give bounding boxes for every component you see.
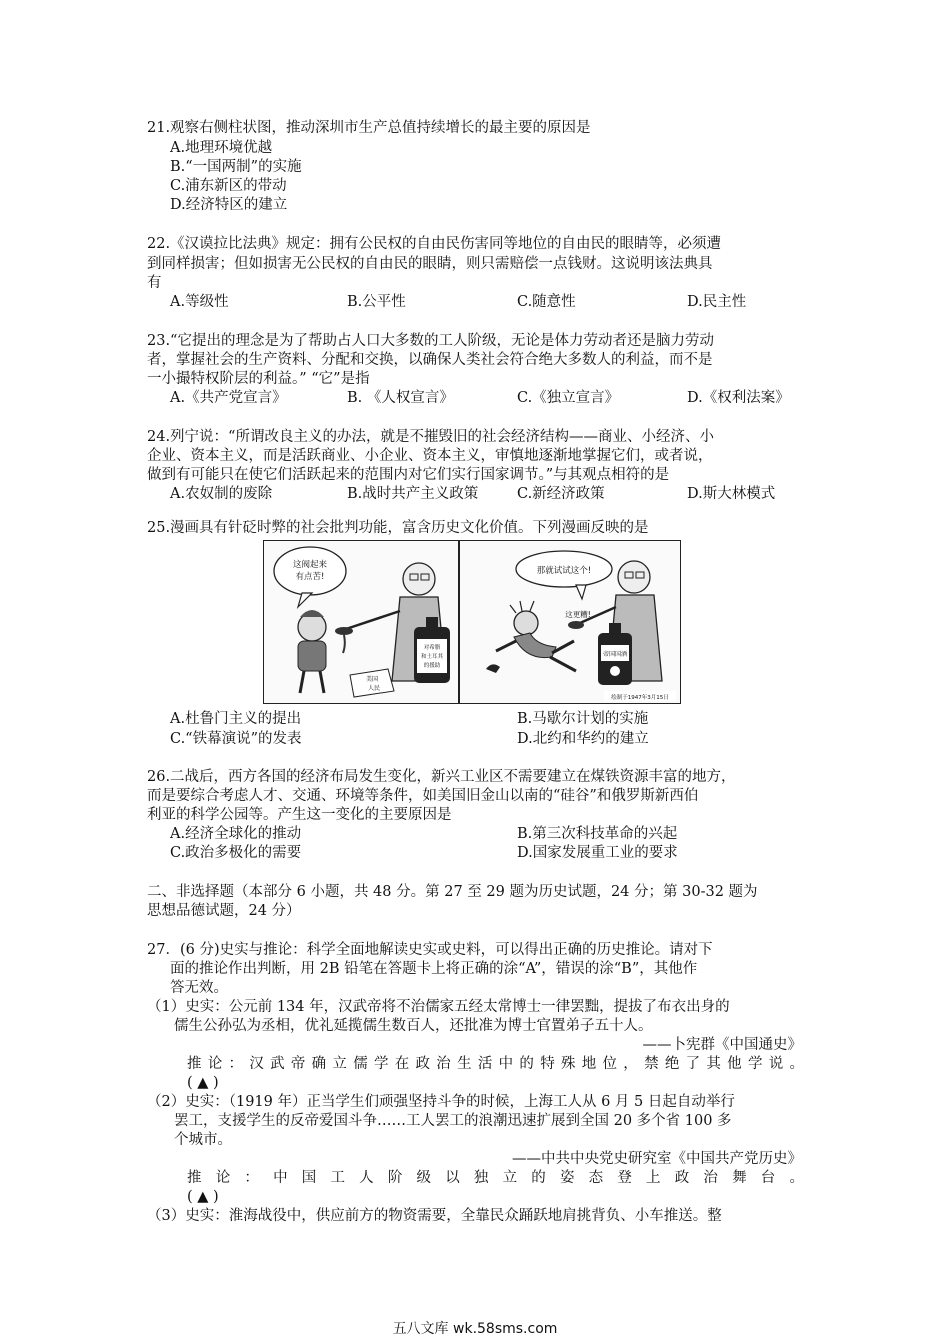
page-footer-watermark: 五八文库 wk.58sms.com [392,1321,558,1337]
q27-part2-source: ——中共中央党史研究室《中国共产党历史》 [512,1151,802,1167]
q27-stem-line3: 答无效。 [170,980,228,996]
q27-part1-source: ——卜宪群《中国通史》 [642,1037,802,1053]
svg-text:对希腊: 对希腊 [423,645,441,651]
q23-option-d: D.《权利法案》 [687,390,790,406]
q24-option-a: A.农奴制的废除 [170,486,273,502]
svg-text:那就试试这个!: 那就试试这个! [536,566,592,576]
svg-text:人民: 人民 [367,685,381,692]
q21-option-a: A.地理环境优越 [170,140,273,156]
q27-part1-line2: 儒生公孙弘为丞相，优礼延揽儒生数百人，还批准为博士官置弟子五十人。 [174,1018,653,1034]
q27-part2-line3: 个城市。 [174,1132,232,1148]
q24-stem-line1: 24.列宁说：“所谓改良主义的办法，就是不摧毁旧的社会经济结构——商业、小经济、小 [147,429,714,445]
q25-cartoon [263,540,681,704]
q26-stem-line1: 26.二战后，西方各国的经济布局发生变化，新兴工业区不需要建立在煤铁资源丰富的地方， [147,769,736,785]
q26-stem-line2: 而是要综合考虑人才、交通、环境等条件，如美国旧金山以南的“硅谷”和俄罗斯新西伯 [147,788,699,804]
q23-option-c: C.《独立宣言》 [517,390,620,406]
q22-option-d: D.民主性 [687,294,747,310]
q23-stem-line3: 一小撮特权阶层的利益。” “它”是指 [147,371,370,387]
q25-option-c: C.“铁幕演说”的发表 [170,731,302,747]
svg-text:这阀起来: 这阀起来 [292,560,328,570]
q23-stem-line2: 者，掌握社会的生产资料、分配和交换，以确保人类社会符合绝大多数人的利益，而不是 [147,352,713,368]
section2-heading-line1: 二、非选择题（本部分 6 小题，共 48 分。第 27 至 29 题为历史试题，24 分；第 30-32 题为 [147,884,758,900]
section2-heading-line2: 思想品德试题，24 分） [147,903,301,919]
q27-part1-line1: （1）史实：公元前 134 年，汉武帝将不治儒家五经太常博士一律罢黜，提拔了布衣出身的 [147,999,730,1015]
svg-text:的援助: 的援助 [423,663,441,669]
q21-option-d: D.经济特区的建立 [170,197,288,213]
q21-stem: 21.观察右侧柱状图，推动深圳市生产总值持续增长的最主要的原因是 [147,120,591,136]
svg-text:绘制于1947年3月15日: 绘制于1947年3月15日 [611,695,669,701]
q23-option-b: B. 《人权宣言》 [347,390,454,406]
q25-option-d: D.北约和华约的建立 [517,731,649,747]
q21-option-b: B.“一国两制”的实施 [170,159,302,175]
q22-option-a: A.等级性 [170,294,229,310]
q26-option-d: D.国家发展重工业的要求 [517,845,678,861]
q22-option-c: C.随意性 [517,294,576,310]
q22-stem-line3: 有 [147,275,162,291]
q24-stem-line2: 企业、资本主义，而是活跃商业、小企业、资本主义，审慎地逐渐地掌握它们，或者说， [147,448,713,464]
q27-part3-line1: （3）史实：淮海战役中，供应前方的物资需要，全靠民众踊跃地肩挑背负、小车推送。整 [147,1208,722,1224]
q23-stem-line1: 23.“它提出的理念是为了帮助占人口大多数的工人阶级，无论是体力劳动者还是脑力劳动 [147,333,714,349]
q26-option-c: C.政治多极化的需要 [170,845,302,861]
q27-part2-line1: （2）史实：（1919 年）正当学生们顽强坚持斗争的时候，上海工人从 6 月 5 日起自动举行 [147,1094,735,1110]
q26-stem-line3: 利亚的科学公园等。产生这一变化的主要原因是 [147,807,452,823]
q22-stem-line1: 22.《汉谟拉比法典》规定：拥有公民权的自由民伤害同等地位的自由民的眼睛等，必须遭 [147,236,722,252]
q23-option-a: A.《共产党宣言》 [170,390,287,406]
q26-option-a: A.经济全球化的推动 [170,826,302,842]
q26-option-b: B.第三次科技革命的兴起 [517,826,678,842]
q27-part1-answer-blank: ( ▲ ) [187,1075,219,1091]
q27-stem-line1: 27．(6 分)史实与推论：科学全面地解读史实或史料，可以得出正确的历史推论。请对下 [147,942,713,958]
q22-stem-line2: 到同样损害；但如损害无公民权的自由民的眼睛，则只需赔偿一点钱财。这说明该法典具 [147,256,713,272]
q25-stem: 25.漫画具有针砭时弊的社会批判功能，富含历史文化价值。下列漫画反映的是 [147,520,649,536]
q24-stem-line3: 做到有可能只在使它们活跃起来的范围内对它们实行国家调节。”与其观点相符的是 [147,467,670,483]
q27-part2-inference: 推论：中国工人阶级以独立的姿态登上政治舞台。 [187,1170,804,1186]
svg-text:美国: 美国 [365,676,379,683]
q27-part2-line2: 罢工，支援学生的反帝爱国斗争……工人罢工的浪潮迅速扩展到全国 20 多个省 100 多 [174,1113,732,1129]
q27-stem-line2: 面的推论作出判断，用 2B 铅笔在答题卡上将正确的涂“A”，错误的涂“B”，其他作 [170,961,698,977]
q25-option-b: B.马歇尔计划的实施 [517,711,649,727]
svg-text:有点苦!: 有点苦! [295,572,325,582]
q25-option-a: A.杜鲁门主义的提出 [170,711,302,727]
q27-part1-inference: 推论：汉武帝确立儒学在政治生活中的特殊地位，禁绝了其他学说。 [187,1056,804,1072]
svg-text:这更糟!: 这更糟! [565,610,591,619]
q24-option-d: D.斯大林模式 [687,486,776,502]
cartoon-right-panel [486,551,676,701]
svg-text:和土耳其: 和土耳其 [420,654,444,660]
q27-part2-answer-blank: ( ▲ ) [187,1189,219,1205]
q24-option-c: C.新经济政策 [517,486,605,502]
q24-option-b: B.战时共产主义政策 [347,486,479,502]
q22-option-b: B.公平性 [347,294,406,310]
q21-option-c: C.浦东新区的带动 [170,178,287,194]
svg-text:帝国国酒: 帝国国酒 [602,651,628,658]
cartoon-left-panel [274,547,450,697]
